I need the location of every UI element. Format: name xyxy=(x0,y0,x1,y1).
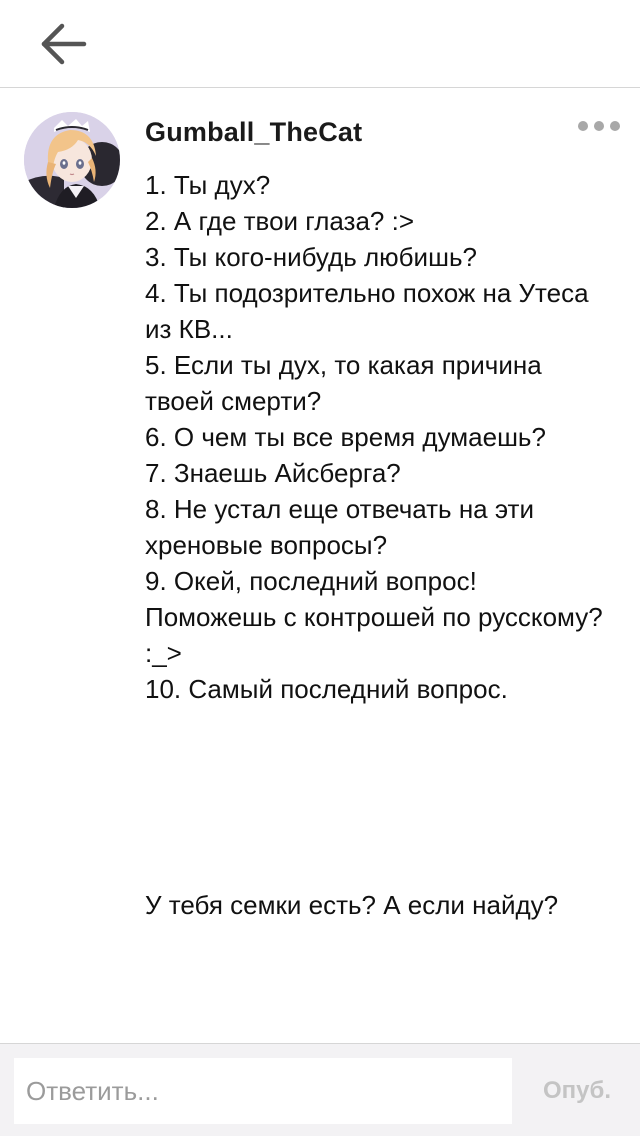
question-item: 2. А где твои глаза? :> xyxy=(145,206,415,236)
question-item: 7. Знаешь Айсберга? xyxy=(145,458,401,488)
question-item: 1. Ты дух? xyxy=(145,170,271,200)
question-item: 10. Самый последний вопрос. xyxy=(145,674,508,704)
more-dots-icon xyxy=(594,121,604,131)
more-dots-icon xyxy=(610,121,620,131)
avatar[interactable] xyxy=(24,112,120,208)
author-name[interactable]: Gumball_TheCat xyxy=(145,117,363,147)
publish-button[interactable]: Опуб. xyxy=(542,1077,611,1104)
more-options-button[interactable] xyxy=(572,117,624,135)
reply-input[interactable] xyxy=(14,1058,512,1124)
anime-avatar-image xyxy=(24,112,120,208)
question-item: 5. Если ты дух, то какая причина твоей смерти? xyxy=(145,350,542,416)
back-button[interactable] xyxy=(34,20,90,68)
question-item: 3. Ты кого-нибудь любишь? xyxy=(145,242,477,272)
question-item: 4. Ты подозрительно похож на Утеса из КВ... xyxy=(145,278,589,344)
more-dots-icon xyxy=(578,121,588,131)
post-card xyxy=(0,89,640,1043)
question-item: 9. Окей, последний вопрос! Поможешь с контрошей по русскому? :_> xyxy=(145,566,603,668)
post-body xyxy=(145,167,615,707)
question-item: 6. О чем ты все время думаешь? xyxy=(145,422,546,452)
question-item: 8. Не устал еще отвечать на эти хреновые вопросы? xyxy=(145,494,534,560)
top-bar xyxy=(0,0,640,88)
arrow-left-icon xyxy=(34,20,90,68)
post-closing-line: У тебя семки есть? А если найду? xyxy=(145,890,559,920)
reply-bar xyxy=(0,1043,640,1136)
